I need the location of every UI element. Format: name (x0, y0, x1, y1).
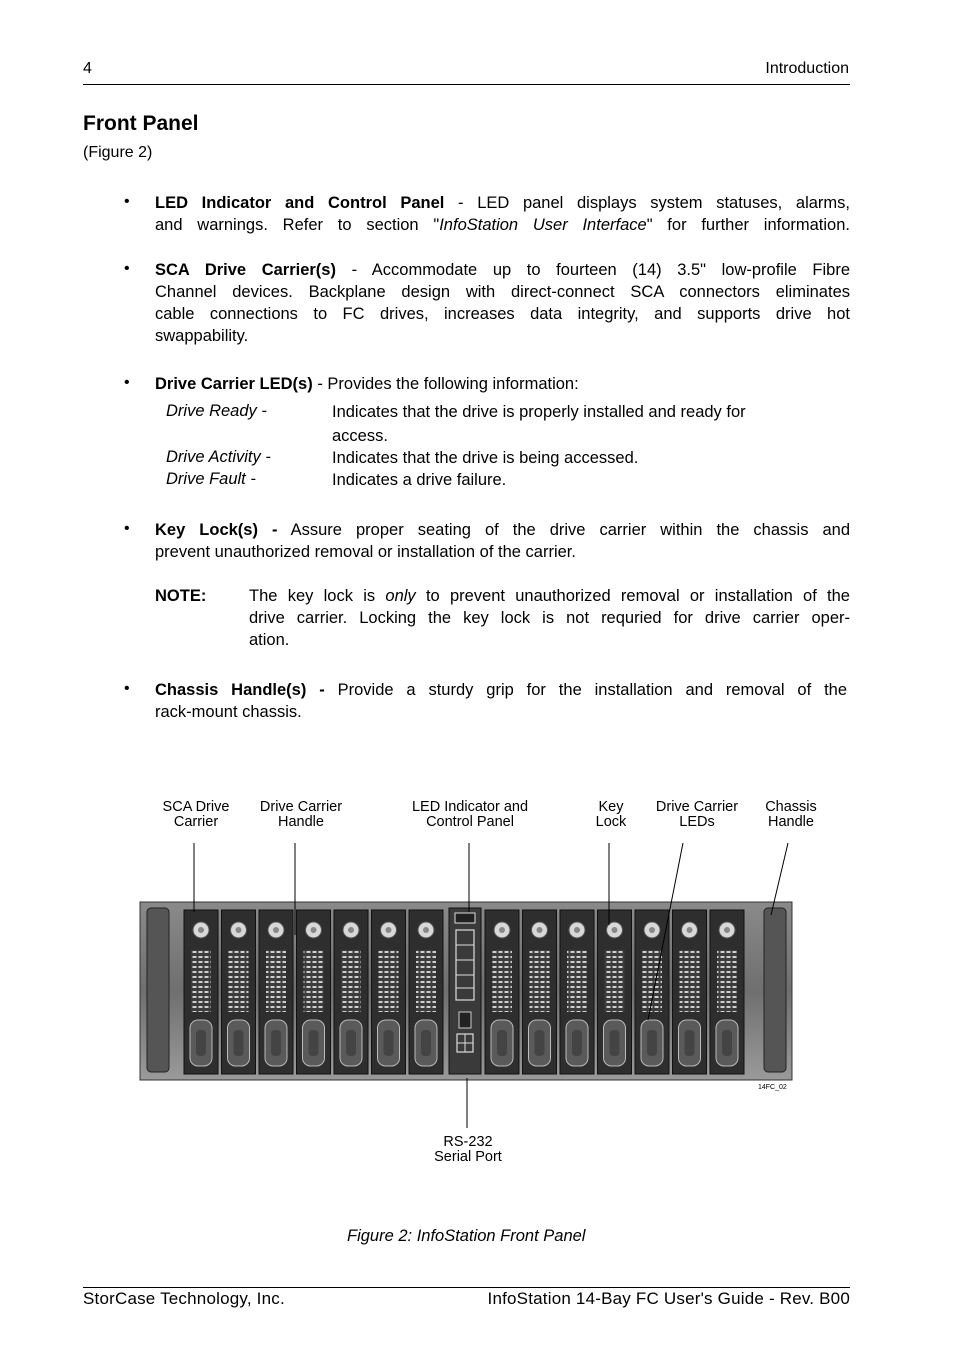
note-line: ation. (249, 631, 290, 649)
item-text: rack-mount chassis. (155, 703, 302, 721)
handle-grip (384, 1030, 394, 1056)
page-number: 4 (83, 60, 92, 77)
note-line: drive carrier. Locking the key lock is not requried for drive carrier oper- (249, 609, 850, 627)
vent-grille (416, 950, 436, 1012)
callout-line: Handle (768, 814, 814, 830)
handle-grip (271, 1030, 281, 1056)
key-slot (649, 927, 655, 933)
item-text: swappability. (155, 327, 249, 345)
footer-company: StorCase Technology, Inc. (83, 1289, 285, 1308)
figure-image-code: 14FC_02 (758, 1084, 787, 1091)
drive-bay (673, 910, 707, 1074)
drive-bay (409, 910, 443, 1074)
handle-grip (234, 1030, 244, 1056)
callout-line: SCA Drive (162, 799, 230, 815)
key-slot (386, 927, 392, 933)
led-control-panel (449, 908, 481, 1074)
handle-grip (346, 1030, 356, 1056)
section-title: Front Panel (83, 112, 199, 135)
callout-line: LEDs (679, 814, 715, 830)
drive-bay (372, 910, 406, 1074)
drive-bay (259, 910, 293, 1074)
definition-term: Drive Fault - (166, 470, 256, 488)
vent-grille (191, 950, 211, 1012)
callout-line: RS-232 (443, 1134, 493, 1150)
running-header: Introduction (765, 60, 849, 77)
item-term: LED Indicator and Control Panel (155, 194, 445, 212)
handle-grip (610, 1030, 620, 1056)
drive-bay (297, 910, 331, 1074)
item-text: prevent unauthorized removal or installation of the carrier. (155, 543, 576, 561)
definition-term: Drive Ready - (166, 402, 267, 420)
definition-line: Indicates that the drive is properly installed and ready for (332, 403, 746, 421)
key-slot (348, 927, 354, 933)
drive-bay (485, 910, 519, 1074)
handle-grip (572, 1030, 582, 1056)
bullet-marker: • (124, 680, 130, 697)
vent-grille (229, 950, 249, 1012)
vent-grille (304, 950, 324, 1012)
vent-grille (605, 950, 625, 1012)
callout-rs232-port (408, 1135, 528, 1165)
item-term: Chassis Handle(s) - (155, 681, 325, 699)
callout-line: Drive Carrier (655, 799, 739, 815)
handle-grip (535, 1030, 545, 1056)
vent-grille (379, 950, 399, 1012)
callout-line: Serial Port (434, 1149, 502, 1165)
item-text: cable connections to FC drives, increases data integrity, and supports drive hot (155, 305, 850, 323)
callout-line: Drive Carrier (259, 799, 343, 815)
callout-line: Key (598, 799, 624, 815)
callout-line: Chassis (765, 799, 817, 815)
vent-grille (717, 950, 737, 1012)
key-slot (574, 927, 580, 933)
bullet-marker: • (124, 520, 130, 537)
handle-grip (421, 1030, 431, 1056)
handle-grip (309, 1030, 319, 1056)
callout-line: Lock (595, 814, 627, 830)
key-slot (236, 927, 242, 933)
handle-grip (685, 1030, 695, 1056)
figure-caption: Figure 2: InfoStation Front Panel (347, 1227, 586, 1245)
vent-grille (492, 950, 512, 1012)
bullet-marker: • (124, 374, 130, 391)
drive-bay (523, 910, 557, 1074)
note-label: NOTE: (155, 587, 207, 605)
footer-rule (83, 1287, 850, 1288)
figure-reference: (Figure 2) (83, 144, 153, 161)
handle-grip (647, 1030, 657, 1056)
key-slot (423, 927, 429, 933)
vent-grille (266, 950, 286, 1012)
note-line: to prevent unauthorized removal or installation of the (415, 587, 850, 605)
callout-line: LED Indicator and (411, 799, 529, 815)
bullet-marker: • (124, 193, 130, 210)
drive-bay (710, 910, 744, 1074)
item-text: Channel devices. Backplane design with direct-connect SCA connectors eliminates (155, 283, 850, 301)
item-text: - Provides the following information: (312, 375, 579, 393)
drive-bay (334, 910, 368, 1074)
definition-term: Drive Activity - (166, 448, 271, 466)
callout-line: Handle (278, 814, 324, 830)
definition-text: Indicates a drive failure. (332, 471, 507, 489)
definition-line: access. (332, 427, 388, 445)
definition-text: Indicates that the drive is being accessed. (332, 449, 639, 467)
item-text: and warnings. Refer to section " (155, 216, 440, 234)
key-slot (687, 927, 693, 933)
callout-line: Carrier (173, 814, 219, 830)
key-slot (612, 927, 618, 933)
key-slot (198, 927, 204, 933)
drive-bay (635, 910, 669, 1074)
item-text: " for further information. (646, 216, 850, 234)
vent-grille (567, 950, 587, 1012)
item-text-italic: InfoStation User Interface (439, 216, 647, 234)
item-term: Drive Carrier LED(s) (155, 375, 313, 393)
drive-bay (560, 910, 594, 1074)
item-term: Key Lock(s) - (155, 521, 278, 539)
item-text: Assure proper seating of the drive carrier within the chassis and (277, 521, 851, 539)
key-slot (311, 927, 317, 933)
bullet-marker: • (124, 260, 130, 277)
vent-grille (642, 950, 662, 1012)
item-text: - LED panel displays system statuses, alarms, (444, 194, 850, 212)
item-text: - Accommodate up to fourteen (14) 3.5" low-profile Fibre (335, 261, 850, 279)
vent-grille (341, 950, 361, 1012)
vent-grille (680, 950, 700, 1012)
note-emphasis: only (385, 587, 416, 605)
drive-bay (184, 910, 218, 1074)
drive-bay (598, 910, 632, 1074)
item-term: SCA Drive Carrier(s) (155, 261, 336, 279)
item-text: Provide a sturdy grip for the installation and removal of the (324, 681, 848, 699)
drive-bay (222, 910, 256, 1074)
key-slot (537, 927, 543, 933)
vent-grille (530, 950, 550, 1012)
handle-grip (497, 1030, 507, 1056)
handle-grip (722, 1030, 732, 1056)
key-slot (273, 927, 279, 933)
callout-line: Control Panel (426, 814, 514, 830)
key-slot (499, 927, 505, 933)
footer-document-title: InfoStation 14-Bay FC User's Guide - Rev. B00 (487, 1289, 850, 1308)
handle-grip (196, 1030, 206, 1056)
note-line: The key lock is (249, 587, 386, 605)
key-slot (724, 927, 730, 933)
